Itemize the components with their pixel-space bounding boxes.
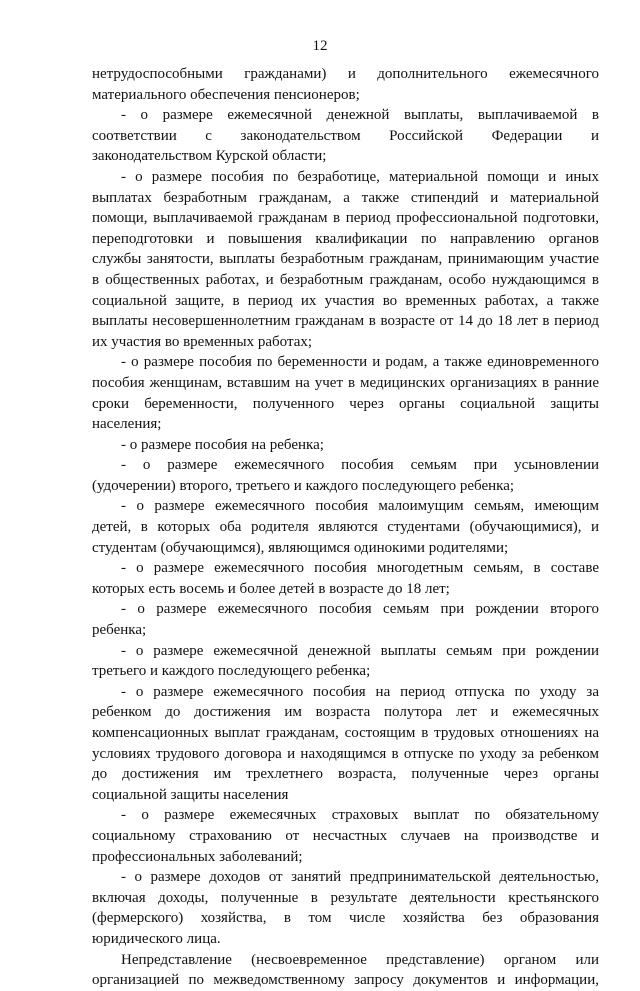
text-line: выплаты несовершеннолетним гражданам в возрасте от 14 до 18 лет в период	[92, 313, 599, 330]
text-line: профессиональных заболеваний;	[92, 848, 303, 865]
text-line: соответствии с законодательством Российской Федерации и	[92, 127, 599, 144]
text-line: службы занятости, выплаты безработным гражданам, принимающим участие	[92, 251, 599, 268]
text-line: переподготовки и повышения квалификации по направлению органов	[92, 230, 599, 247]
text-line: до достижения им трехлетнего возраста, полученные через органы	[92, 766, 599, 783]
text-line: нетрудоспособными гражданами) и дополнительного ежемесячного	[92, 66, 599, 82]
text-line: - о размере ежемесячных страховых выплат по обязательному	[121, 807, 599, 824]
text-line: - о размере ежемесячной денежной выплаты, выплачиваемой в	[121, 107, 599, 124]
page-number: 12	[312, 38, 328, 54]
text-line: организацией по межведомственному запросу документов и информации,	[92, 972, 599, 989]
text-line: юридического лица.	[92, 930, 221, 947]
text-line: их участия во временных работах;	[92, 333, 313, 350]
text-line: социальной защиты населения	[92, 786, 289, 803]
text-line: студентам (обучающимся), являющимся одинокими родителями;	[92, 539, 509, 556]
text-line: Непредставление (несвоевременное представление) органом или	[121, 951, 599, 968]
text-line: которых есть восемь и более детей в возрасте до 18 лет;	[92, 580, 450, 597]
text-line: - о размере доходов от занятий предпринимательской деятельностью,	[121, 869, 599, 886]
text-line: ребенка;	[92, 622, 147, 639]
text-line: пособия женщинам, вставшим на учет в медицинских организациях в ранние	[92, 374, 599, 391]
text-line: населения;	[92, 416, 162, 433]
text-line: сроки беременности, полученного через органы социальной защиты	[92, 395, 599, 412]
text-line: - о размере пособия по беременности и родам, а также единовременного	[121, 354, 599, 371]
text-line: материального обеспечения пенсионеров;	[92, 86, 360, 103]
text-line: социальному страхованию от несчастных случаев на производстве и	[92, 827, 599, 844]
text-line: - о размере пособия по безработице, материальной помощи и иных	[121, 168, 599, 185]
text-line: (фермерского) хозяйства, в том числе хозяйства без образования	[92, 910, 599, 927]
text-line: ребенком до достижения им возраста полутора лет и ежемесячных	[92, 704, 599, 721]
text-line: - о размере ежемесячного пособия семьям при рождении второго	[121, 601, 599, 618]
text-line: компенсационных выплат гражданам, состоящим в трудовых отношениях на	[92, 725, 599, 741]
text-line: - о размере ежемесячного пособия малоимущим семьям, имеющим	[121, 498, 599, 515]
text-line: - о размере ежемесячного пособия многодетным семьям, в составе	[121, 560, 599, 577]
text-line: социальной защите, в период их участия во временных работах, а также	[92, 292, 599, 309]
text-line: - о размере пособия на ребенка;	[121, 436, 324, 453]
text-line: - о размере ежемесячного пособия на период отпуска по уходу за	[121, 683, 599, 700]
document-body	[92, 64, 599, 991]
text-line: включая доходы, полученные в результате деятельности крестьянского	[92, 889, 599, 906]
text-line: условиях трудового договора и находящимся в отпуске по уходу за ребенком	[92, 745, 599, 762]
text-line: в общественных работах, и безработным гражданам, особо нуждающимся в	[92, 271, 599, 288]
text-line: третьего и каждого последующего ребенка;	[92, 663, 371, 680]
text-line: законодательством Курской области;	[92, 148, 327, 165]
text-line: (удочерении) второго, третьего и каждого последующего ребенка;	[92, 477, 515, 494]
text-line: помощи, выплачиваемой гражданам в период профессиональной подготовки,	[92, 210, 599, 227]
text-line: - о размере ежемесячного пособия семьям при усыновлении	[121, 457, 599, 474]
text-line: - о размере ежемесячной денежной выплаты семьям при рождении	[121, 642, 599, 659]
text-line: детей, в которых оба родителя являются студентами (обучающимися), и	[92, 519, 599, 536]
text-line: выплатах безработным гражданам, а также стипендий и материальной	[92, 189, 599, 206]
